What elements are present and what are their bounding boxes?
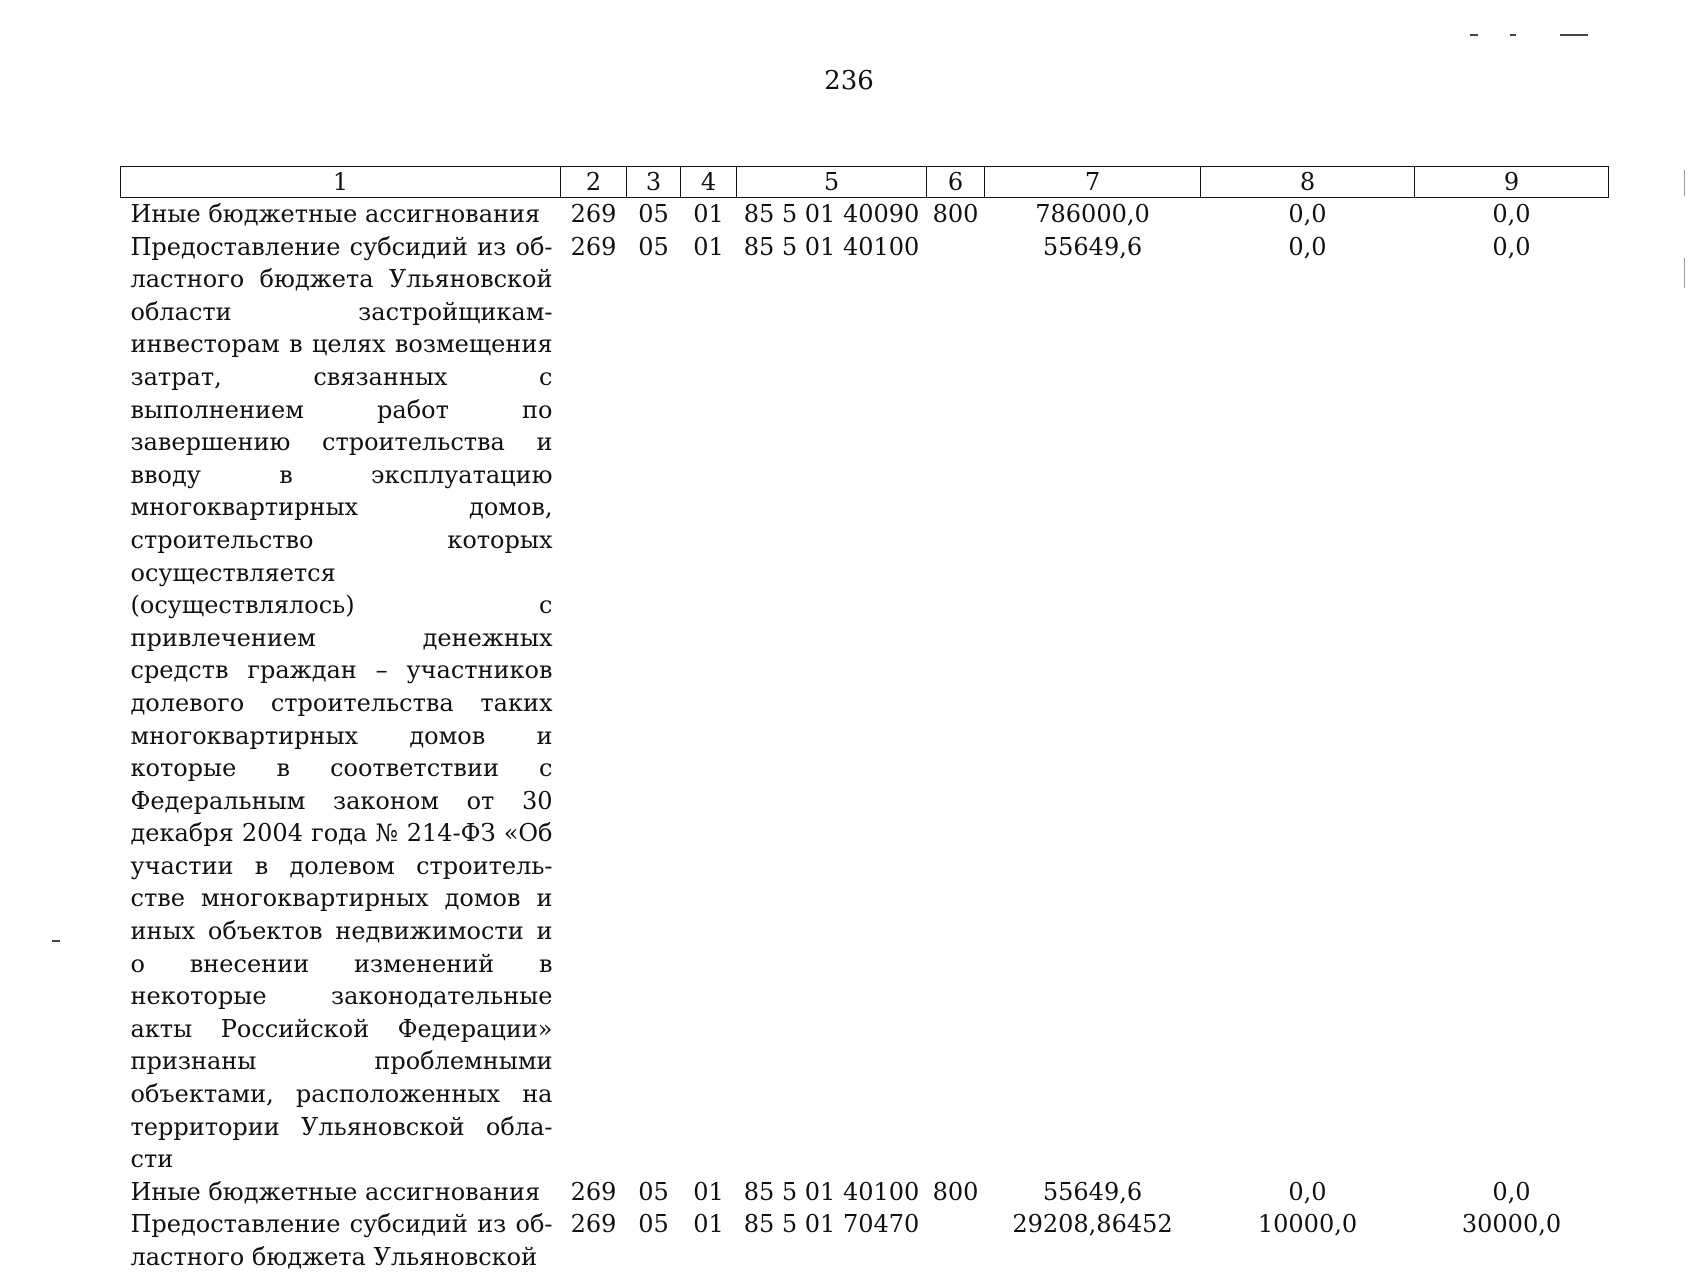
row-subsection-code: 01	[693, 200, 724, 228]
row-expense-type: 800	[932, 1177, 979, 1206]
scan-mark	[1470, 34, 1478, 36]
row-amount-col8: 0,0	[1288, 1177, 1327, 1206]
header-col-5: 5	[737, 167, 927, 198]
table-body	[121, 198, 1609, 1274]
scan-mark	[1560, 34, 1588, 36]
header-row	[121, 167, 1609, 198]
row-amount-col9: 30000,0	[1461, 1210, 1562, 1239]
row-ministry-code: 269	[570, 232, 617, 261]
row-ministry-code: 269	[570, 1210, 617, 1239]
row-subsection-code: 01	[693, 232, 724, 261]
row-amount-col9: 0,0	[1492, 200, 1531, 228]
header-col-4: 4	[681, 167, 737, 198]
header-col-1: 1	[121, 167, 561, 198]
row-description: Иные бюджетные ассигнования	[130, 1177, 541, 1206]
header-col-3: 3	[627, 167, 681, 198]
table-row	[121, 231, 1609, 1176]
row-amount-col7: 786000,0	[1035, 200, 1150, 228]
row-description: Предоставление субсидий из областного бюджета Ульяновской области застройщикам-инвесторам в целях возмещения затрат, связанных с выполнением работ по завершению строительства и вводу в эксплуатацию многоквартирных домов, строительство которых осуществляется (осуществлялось) с привлечением денежных средств граждан – участников долевого строительства таких многоквартирных домов и которые в соответствии с Федеральным законом от 30 декабря 2004 года № 214-ФЗ «Об участии в долевом строительстве многоквартирных домов и иных объектов недвижимости и о внесении изменений в некоторые законодательные акты Российской Федерации» признаны проблемными объектами, расположенных на территории Ульяновской области	[130, 232, 553, 1174]
table-row	[121, 1208, 1609, 1273]
row-amount-col8: 0,0	[1288, 200, 1327, 228]
scan-mark	[52, 940, 60, 942]
scan-mark	[1684, 258, 1685, 288]
row-ministry-code: 269	[570, 200, 617, 228]
row-amount-col9: 0,0	[1492, 1177, 1531, 1206]
row-expense-type	[927, 231, 985, 1176]
row-section-code: 05	[638, 232, 669, 261]
header-col-6: 6	[927, 167, 985, 198]
row-section-code: 05	[638, 1210, 669, 1239]
row-target-code: 85 5 01 70470	[743, 1210, 920, 1239]
table-row	[121, 1176, 1609, 1209]
row-section-code: 05	[638, 1177, 669, 1206]
row-subsection-code: 01	[693, 1210, 724, 1239]
row-expense-type: 800	[932, 200, 979, 228]
budget-table	[120, 166, 1609, 1274]
row-subsection-code: 01	[693, 1177, 724, 1206]
header-col-2: 2	[561, 167, 627, 198]
page-number: 236	[824, 66, 874, 96]
table-header	[121, 167, 1609, 198]
row-target-code: 85 5 01 40100	[743, 1177, 920, 1206]
row-expense-type	[927, 1208, 985, 1273]
row-target-code: 85 5 01 40090	[743, 200, 920, 228]
row-amount-col8: 10000,0	[1257, 1210, 1358, 1239]
row-amount-col9: 0,0	[1492, 232, 1531, 261]
row-ministry-code: 269	[570, 1177, 617, 1206]
row-description: Иные бюджетные ассигнования	[130, 200, 541, 228]
row-amount-col8: 0,0	[1288, 232, 1327, 261]
row-amount-col7: 55649,6	[1042, 232, 1143, 261]
row-amount-col7: 29208,86452	[1012, 1210, 1173, 1239]
row-description: Предоставление субсидий из областного бюджета Ульяновской	[130, 1210, 553, 1271]
scan-mark	[1510, 34, 1516, 36]
row-target-code: 85 5 01 40100	[743, 232, 920, 261]
header-col-7: 7	[985, 167, 1201, 198]
scan-mark	[1684, 170, 1685, 196]
row-amount-col7: 55649,6	[1042, 1177, 1143, 1206]
table-row	[121, 198, 1609, 231]
header-col-8: 8	[1201, 167, 1415, 198]
header-col-9: 9	[1415, 167, 1609, 198]
row-section-code: 05	[638, 200, 669, 228]
